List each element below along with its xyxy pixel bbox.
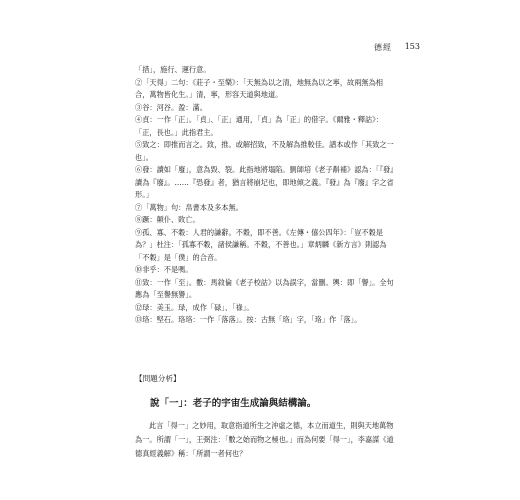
note-item: 「措」，施行、運行意。 xyxy=(135,65,211,74)
annotation-notes xyxy=(135,64,395,327)
section-label: 【問題分析】 xyxy=(135,374,181,383)
note-item: ⑨孤、寡、不穀：人君的謙辭。不穀，即不善。《左傳・僖公四年》：「豈不穀是為？」杜注：「孤寡不穀，諸侯謙稱。不穀，不善也。」章炳麟《新方言》則認為「不穀」是「僕」的合音。 xyxy=(135,227,387,262)
note-item: ⑩非乎：不是嗎。 xyxy=(135,265,193,274)
note-item: ④貞：一作「正」。「貞」、「正」通用，「貞」為「正」的借字。《爾雅・釋詁》：「正，長也。」此指君主。 xyxy=(135,115,383,137)
note-item: ⑥發：讀如「廢」，意為毀、裂。此指地將塌陷。劉師培《老子斠補》認為：「『發』讀為『廢』。……『恐發』者，猶言將崩圮也，即地傾之義。『發』為『廢』字之省形。」 xyxy=(135,165,394,199)
note-item: ⑫琭：美玉。琭，成作「碌」、「祿」。 xyxy=(135,302,254,312)
note-item: ⑬珞：堅石。珞珞：一作「落落」。按：古無「珞」字，「珞」作「落」。 xyxy=(135,315,362,324)
note-item: ⑪致：一作「至」。數：馬敘倫《老子校詁》以為誤字，當刪。輿：即「譽」。全句應為「至譽無譽」。 xyxy=(135,277,394,299)
body-paragraph: 此言「得一」之妙用，取意指道所生之沖虛之德，本立而道生，則與天地萬物為一。所謂「一」，王弼注：「數之始而物之極也。」而為何要「得一」，李嘉謀《道德真經義解》稱：「所謂一者何也？ xyxy=(135,421,394,458)
running-head: 德經 xyxy=(374,43,392,52)
note-item: ⑤致之：即推而言之。致，推。或解招致，不及解為推較佳。譜本或作「其致之一也」。 xyxy=(135,140,394,162)
note-item: ③谷：河谷。盈：滿。 xyxy=(135,102,207,112)
note-item: ②「天得」二句：《莊子・至樂》：「天無為以之清，地無為以之寧，故兩無為相合，萬物皆化生。」清，寧，形容天道與地道。 xyxy=(135,77,383,99)
note-item: ⑧蹶：顛仆、敗亡。 xyxy=(135,215,200,224)
note-item: ⑦「萬物」句：帛書本及多本無。 xyxy=(135,202,243,212)
page-number: 153 xyxy=(404,42,420,51)
section-title: 說「一」：老子的宇宙生成論與結構論。 xyxy=(150,398,317,409)
